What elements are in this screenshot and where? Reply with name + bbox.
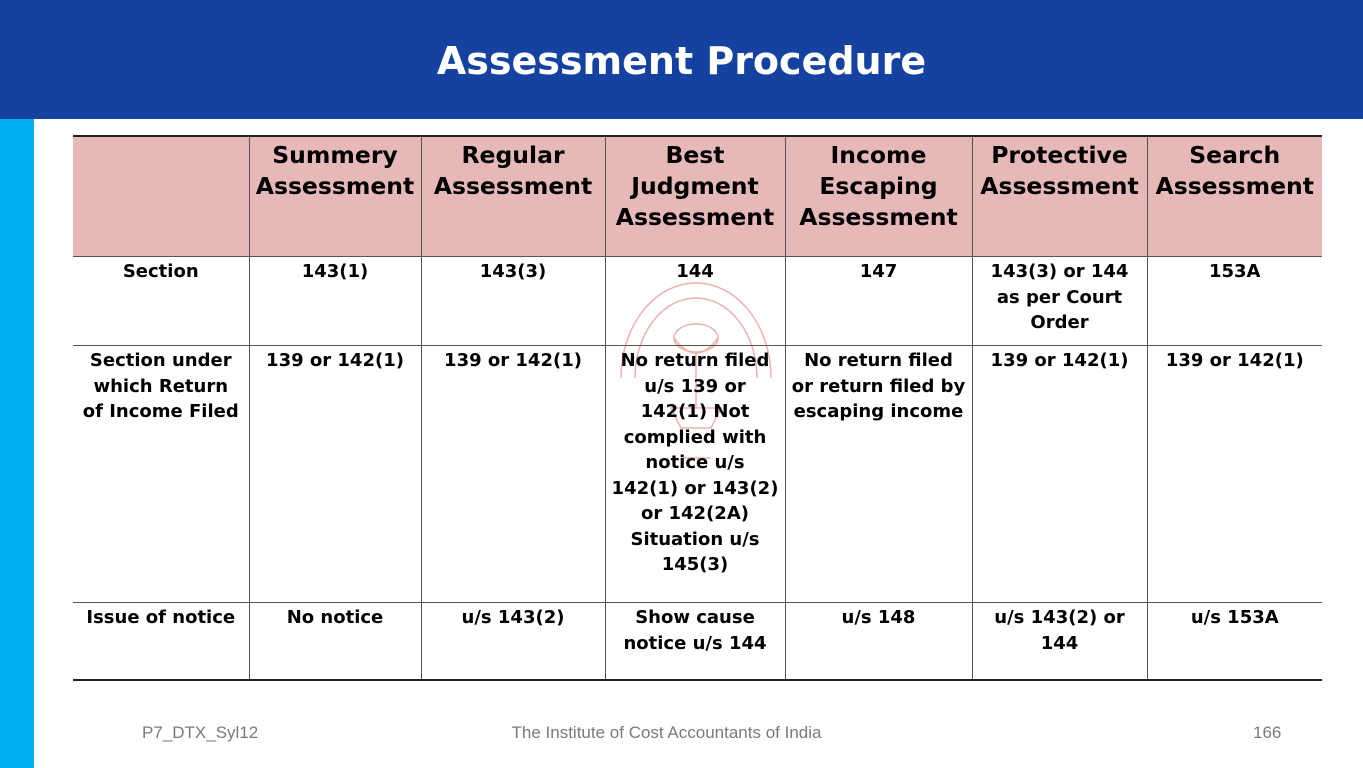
header-cell-protective: Protective Assessment — [972, 136, 1147, 257]
table-header-row — [73, 136, 1322, 257]
footer-institute-name: The Institute of Cost Accountants of India — [511, 723, 822, 742]
side-accent-bar — [0, 119, 34, 768]
header-cell-summery: Summery Assessment — [249, 136, 421, 257]
table-cell: No return filed u/s 139 or 142(1) Not complied with notice u/s 142(1) or 143(2) or 142(2A) Situation u/s 145(3) — [605, 346, 785, 603]
header-cell-best-judgment: Best Judgment Assessment — [605, 136, 785, 257]
table-cell: 139 or 142(1) — [421, 346, 605, 603]
header-cell-regular: Regular Assessment — [421, 136, 605, 257]
table-cell: 147 — [785, 257, 972, 346]
table-cell: u/s 143(2) — [421, 603, 605, 681]
table-cell: No notice — [249, 603, 421, 681]
row-label-issue-of-notice: Issue of notice — [73, 603, 249, 681]
slide-title: Assessment Procedure — [436, 39, 927, 83]
table-cell: 143(1) — [249, 257, 421, 346]
table-cell: 143(3) or 144 as per Court Order — [972, 257, 1147, 346]
table-row — [73, 346, 1322, 603]
title-banner — [0, 0, 1363, 119]
assessment-procedure-table — [73, 135, 1322, 681]
table-cell: u/s 148 — [785, 603, 972, 681]
table-cell: Show cause notice u/s 144 — [605, 603, 785, 681]
table-cell: 153A — [1147, 257, 1322, 346]
table-cell: 139 or 142(1) — [1147, 346, 1322, 603]
header-cell-search: Search Assessment — [1147, 136, 1322, 257]
table-cell: 144 — [605, 257, 785, 346]
header-cell-blank — [73, 136, 249, 257]
footer-course-code: P7_DTX_Syl12 — [142, 723, 259, 742]
header-cell-income-escaping: Income Escaping Assessment — [785, 136, 972, 257]
table-cell: 139 or 142(1) — [972, 346, 1147, 603]
table-row — [73, 257, 1322, 346]
footer-page-number: 166 — [1253, 723, 1282, 742]
table-cell: u/s 153A — [1147, 603, 1322, 681]
table-cell: 143(3) — [421, 257, 605, 346]
table-cell: 139 or 142(1) — [249, 346, 421, 603]
row-label-return-filed: Section under which Return of Income Filed — [73, 346, 249, 603]
assessment-table-container — [73, 135, 1322, 681]
row-label-section: Section — [73, 257, 249, 346]
table-cell: u/s 143(2) or 144 — [972, 603, 1147, 681]
table-row — [73, 603, 1322, 681]
table-cell: No return filed or return filed by escaping income — [785, 346, 972, 603]
